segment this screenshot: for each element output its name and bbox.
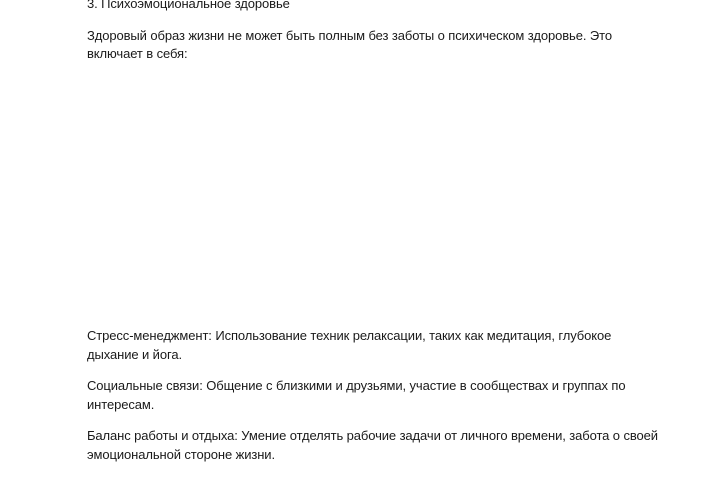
work-life-balance-line-1: Баланс работы и отдыха: Умение отделять рабочие задачи от личного времени, забота о своей — [87, 428, 658, 443]
social-connections-line-2: интересам. — [87, 397, 155, 412]
social-connections-line-1: Социальные связи: Общение с близкими и друзьями, участие в сообществах и группах по — [87, 378, 626, 393]
stress-management-line-1: Стресс-менеджмент: Использование техник релаксации, таких как медитация, глубокое — [87, 328, 612, 343]
work-life-balance-line-2: эмоциональной стороне жизни. — [87, 447, 275, 462]
section-heading: 3. Психоэмоциональное здоровье — [87, 0, 290, 11]
stress-management-line-2: дыхание и йога. — [87, 347, 182, 362]
intro-line-2: включает в себя: — [87, 46, 188, 61]
intro-line-1: Здоровый образ жизни не может быть полным без заботы о психическом здоровье. Это — [87, 28, 612, 43]
